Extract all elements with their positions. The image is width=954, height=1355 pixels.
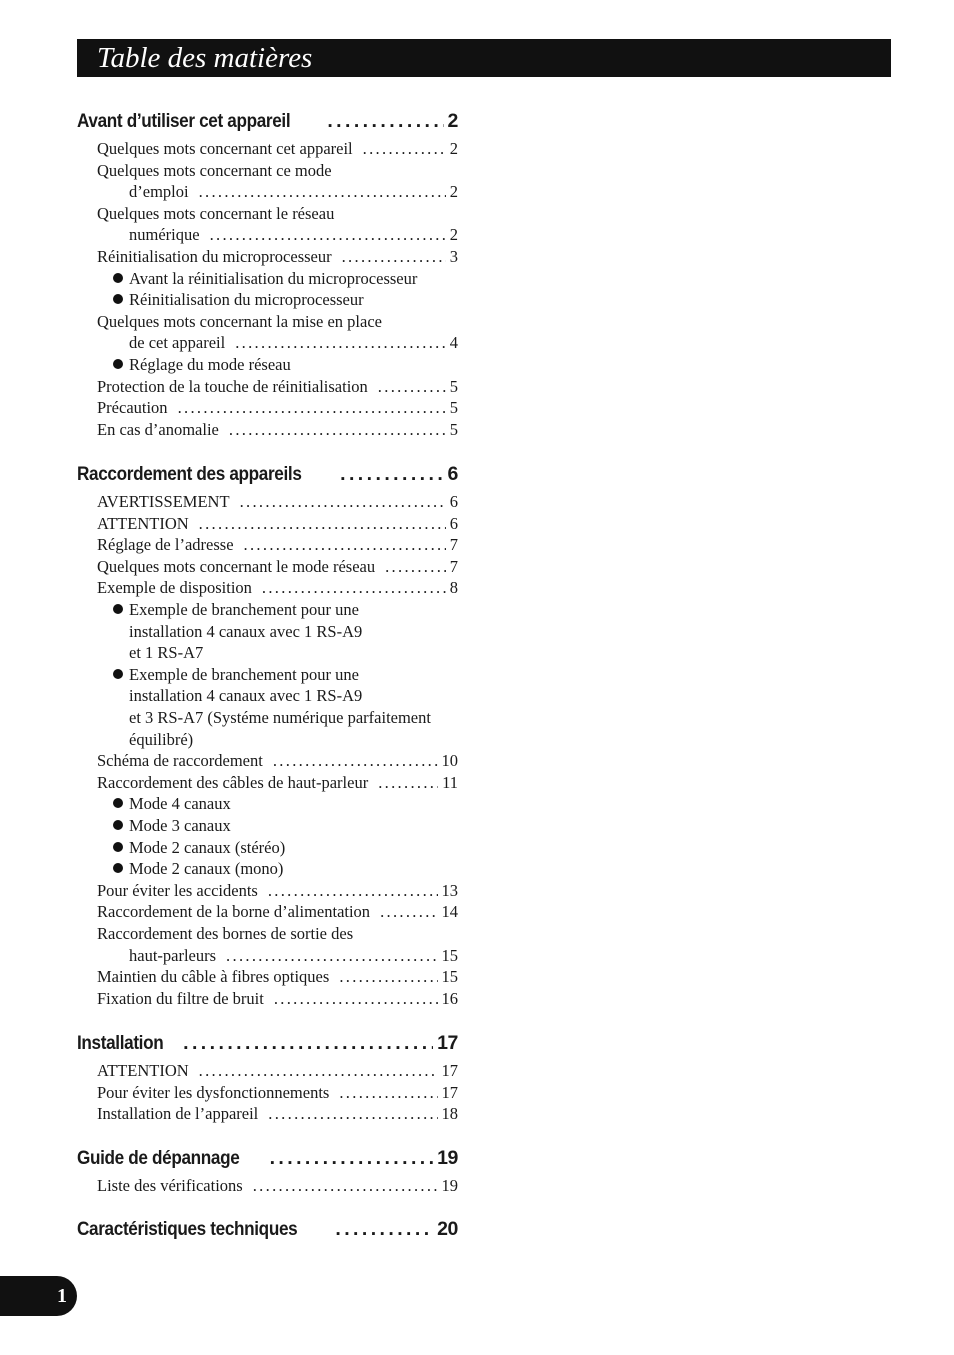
toc-entry[interactable]: [97, 967, 458, 987]
entry-text: Quelques mots concernant le réseau: [97, 203, 335, 223]
dot-leader: [226, 946, 437, 966]
section-page-number: 19: [437, 1147, 458, 1169]
section-title: Caractéristiques techniques: [77, 1218, 298, 1240]
toc-entry[interactable]: [97, 924, 458, 944]
entry-page-number: 7: [449, 556, 458, 576]
toc-subitem[interactable]: [113, 643, 463, 663]
bullet-icon: [113, 863, 123, 873]
entry-text: AVERTISSEMENT: [97, 492, 230, 511]
entry-page-number: 2: [449, 225, 458, 245]
entry-page-number: 5: [449, 376, 458, 396]
entry-text: Exemple de disposition: [97, 578, 252, 598]
section-heading-raccordement-des-appareils[interactable]: [77, 463, 458, 486]
bullet-icon: [113, 604, 123, 614]
toc-entry[interactable]: [97, 398, 458, 418]
toc-subitem[interactable]: [113, 290, 463, 310]
entry-text: et 3 RS-A7 (Systéme numérique parfaitement: [129, 708, 431, 727]
page-number: 1: [57, 1285, 67, 1307]
entry-text: numérique: [129, 225, 200, 245]
entry-text: Réinitialisation du microprocesseur: [97, 247, 332, 266]
toc-entry[interactable]: [129, 225, 458, 245]
toc-entry[interactable]: [97, 1061, 458, 1081]
entry-text: Précaution: [97, 398, 168, 418]
entry-text: Installation de l’appareil: [97, 1104, 259, 1124]
entry-page-number: 6: [449, 492, 458, 511]
toc-entry[interactable]: [97, 881, 458, 901]
toc-entry[interactable]: [97, 247, 458, 267]
dot-leader: [240, 492, 446, 512]
toc-entry[interactable]: [97, 751, 458, 771]
entry-page-number: 5: [449, 398, 458, 418]
toc-subitem[interactable]: [113, 794, 463, 814]
toc-entry[interactable]: [129, 946, 458, 966]
title-bar: [77, 39, 891, 77]
toc-subitem[interactable]: [113, 269, 463, 289]
toc-entry[interactable]: [97, 420, 458, 440]
toc-entry[interactable]: [129, 182, 458, 202]
dot-leader: [363, 139, 446, 159]
entry-text: Mode 4 canaux: [129, 794, 231, 814]
toc-subitem[interactable]: [113, 600, 463, 620]
dot-leader: [253, 1176, 438, 1196]
toc-entry[interactable]: [129, 333, 458, 353]
dot-leader: [385, 557, 446, 577]
bullet-icon: [113, 273, 123, 283]
dot-leader: [340, 463, 443, 486]
entry-text: Maintien du câble à fibres optiques: [97, 967, 330, 987]
entry-text: Avant la réinitialisation du microprocesseur: [129, 268, 418, 288]
section-title: Installation: [77, 1032, 164, 1054]
entry-page-number: 7: [449, 535, 458, 555]
toc-subitem[interactable]: [113, 816, 463, 836]
entry-text: ATTENTION: [97, 513, 189, 533]
section-heading-guide-de-depannage[interactable]: [77, 1147, 458, 1170]
toc-entry[interactable]: [97, 1083, 458, 1103]
entry-page-number: 4: [449, 333, 458, 353]
entry-text: d’emploi: [129, 182, 189, 202]
section-page-number: 2: [447, 110, 458, 132]
dot-leader: [273, 751, 438, 771]
entry-text: Schéma de raccordement: [97, 751, 263, 771]
entry-page-number: 16: [441, 988, 458, 1008]
dot-leader: [274, 989, 438, 1009]
entry-text: Raccordement des câbles de haut-parleur: [97, 772, 369, 792]
entry-text: Liste des vérifications: [97, 1176, 243, 1195]
toc-entry[interactable]: [97, 492, 458, 512]
bullet-icon: [113, 359, 123, 369]
entry-text: Fixation du filtre de bruit: [97, 988, 264, 1008]
entry-text: Mode 2 canaux (mono): [129, 859, 284, 879]
dot-leader: [378, 773, 438, 793]
toc-entry[interactable]: [97, 377, 458, 397]
dot-leader: [199, 182, 446, 202]
entry-text: Raccordement de la borne d’alimentation: [97, 902, 371, 922]
dot-leader: [339, 967, 437, 987]
dot-leader: [199, 1061, 438, 1081]
dot-leader: [210, 225, 446, 245]
entry-text: ATTENTION: [97, 1061, 189, 1080]
dot-leader: [342, 247, 446, 267]
section-heading-avant-d-utiliser-cet-appareil[interactable]: [77, 110, 458, 133]
section-heading-caracteristiques-techniques[interactable]: [77, 1218, 458, 1241]
toc-subitem[interactable]: [113, 859, 463, 879]
entry-text: Réinitialisation du microprocesseur: [129, 290, 364, 310]
dot-leader: [270, 1147, 434, 1170]
entry-text: Raccordement des bornes de sortie des: [97, 924, 354, 943]
entry-page-number: 5: [449, 419, 458, 439]
entry-page-number: 8: [449, 578, 458, 598]
entry-text: Exemple de branchement pour une: [129, 600, 359, 619]
entry-text: installation 4 canaux avec 1 RS-A9: [129, 686, 363, 706]
page-number-tab: [0, 1276, 77, 1316]
section-title: Raccordement des appareils: [77, 463, 302, 485]
toc-entry[interactable]: [97, 1104, 458, 1124]
dot-leader: [380, 902, 437, 922]
dot-leader: [339, 1083, 437, 1103]
entry-page-number: 2: [449, 182, 458, 202]
toc-subitem[interactable]: [113, 686, 463, 706]
entry-text: haut-parleurs: [129, 945, 217, 965]
dot-leader: [268, 1104, 437, 1124]
dot-leader: [262, 578, 446, 598]
toc-entry[interactable]: [97, 902, 458, 922]
section-title: Guide de dépannage: [77, 1147, 240, 1169]
bullet-icon: [113, 669, 123, 679]
toc-subitem[interactable]: [113, 730, 463, 750]
entry-text: Pour éviter les accidents: [97, 880, 258, 900]
entry-text: Réglage du mode réseau: [129, 355, 291, 374]
section-heading-installation[interactable]: [77, 1032, 458, 1055]
toc-entry[interactable]: [97, 773, 458, 793]
bullet-icon: [113, 294, 123, 304]
entry-text: équilibré): [129, 729, 194, 749]
dot-leader: [378, 377, 446, 397]
section-title: Avant d’utiliser cet appareil: [77, 110, 291, 132]
entry-page-number: 11: [442, 772, 458, 792]
toc-subitem[interactable]: [113, 708, 463, 728]
entry-text: Quelques mots concernant cet appareil: [97, 139, 353, 158]
entry-text: Quelques mots concernant la mise en place: [97, 311, 382, 331]
toc-subitem[interactable]: [113, 838, 463, 858]
entry-text: Mode 3 canaux: [129, 816, 231, 835]
bullet-icon: [113, 842, 123, 852]
entry-text: Mode 2 canaux (stéréo): [129, 837, 286, 857]
dot-leader: [183, 1032, 433, 1055]
dot-leader: [335, 1218, 433, 1241]
toc-entry[interactable]: [97, 514, 458, 534]
section-page-number: 6: [447, 463, 458, 485]
entry-text: Protection de la touche de réinitialisation: [97, 376, 368, 396]
entry-text: Quelques mots concernant ce mode: [97, 160, 332, 180]
entry-page-number: 19: [441, 1176, 458, 1195]
entry-text: Quelques mots concernant le mode réseau: [97, 556, 376, 576]
toc-entry[interactable]: [97, 989, 458, 1009]
toc-subitem[interactable]: [113, 355, 463, 375]
toc-entry[interactable]: [97, 1176, 458, 1196]
dot-leader: [235, 333, 446, 353]
dot-leader: [229, 420, 446, 440]
entry-page-number: 2: [449, 139, 458, 158]
toc-entry[interactable]: [97, 578, 458, 598]
entry-text: Réglage de l’adresse: [97, 535, 234, 555]
dot-leader: [178, 398, 446, 418]
entry-page-number: 6: [449, 513, 458, 533]
toc-entry[interactable]: [97, 312, 458, 332]
entry-page-number: 14: [441, 902, 458, 922]
entry-page-number: 15: [441, 967, 458, 987]
entry-page-number: 17: [441, 1061, 458, 1080]
entry-page-number: 3: [449, 247, 458, 266]
bullet-icon: [113, 820, 123, 830]
entry-text: Exemple de branchement pour une: [129, 664, 359, 684]
entry-text: installation 4 canaux avec 1 RS-A9: [129, 621, 363, 641]
toc-entry[interactable]: [97, 204, 458, 224]
toc-entry[interactable]: [97, 139, 458, 159]
dot-leader: [327, 110, 443, 133]
dot-leader: [244, 535, 446, 555]
entry-text: Pour éviter les dysfonctionnements: [97, 1082, 330, 1102]
entry-page-number: 15: [441, 945, 458, 965]
entry-page-number: 10: [441, 751, 458, 771]
toc-entry[interactable]: [97, 161, 458, 181]
entry-page-number: 17: [441, 1082, 458, 1102]
entry-text: de cet appareil: [129, 333, 226, 353]
page-title: Table des matières: [97, 42, 313, 74]
entry-text: et 1 RS-A7: [129, 643, 204, 663]
toc-entry[interactable]: [97, 557, 458, 577]
entry-page-number: 13: [441, 880, 458, 900]
toc-subitem[interactable]: [113, 665, 463, 685]
dot-leader: [199, 514, 446, 534]
section-page-number: 17: [437, 1032, 458, 1054]
dot-leader: [268, 881, 438, 901]
section-page-number: 20: [437, 1218, 458, 1240]
entry-text: En cas d’anomalie: [97, 419, 219, 439]
bullet-icon: [113, 798, 123, 808]
toc-entry[interactable]: [97, 535, 458, 555]
entry-page-number: 18: [441, 1104, 458, 1124]
toc-subitem[interactable]: [113, 622, 463, 642]
